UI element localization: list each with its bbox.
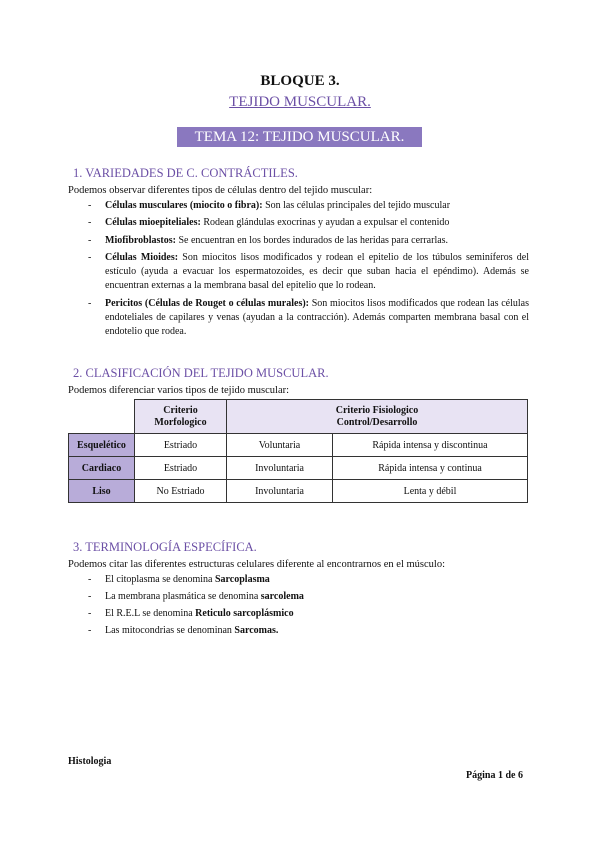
footer-subject: Histologia (68, 756, 112, 767)
dash-bullet-icon: - (88, 574, 92, 585)
list-item: - Células musculares (miocito o fibra): Son las células principales del tejido muscular (88, 200, 451, 211)
list-item: - La membrana plasmática se denomina sarcolema (88, 591, 304, 602)
dash-bullet-icon: - (88, 200, 92, 211)
row-label: Liso (69, 480, 135, 503)
table-header-row (69, 400, 528, 434)
bloque-title: BLOQUE 3. (260, 73, 340, 89)
cell-control: Voluntaria (227, 434, 333, 457)
cell-control: Involuntaria (227, 457, 333, 480)
section2-intro: Podemos diferenciar varios tipos de tejido muscular: (68, 385, 290, 396)
cell-morfologico: Estriado (135, 457, 227, 480)
section3-title: 3. TERMINOLOGÍA ESPECÍFICA. (73, 540, 257, 554)
row-label: Esquelético (69, 434, 135, 457)
classification-table (68, 399, 528, 503)
row-label: Cardiaco (69, 457, 135, 480)
table-row (69, 480, 528, 503)
section3-list (68, 573, 529, 638)
list-item: - Pericitos (Células de Rouget o células murales): Son miocitos lisos modificados que rodean las células endoteliales de capilares y venas (ayudan a la contracción). Además comparten membrana basal con el endotelio que rodea. (88, 298, 529, 337)
section1-list (68, 199, 529, 339)
cell-control: Involuntaria (227, 480, 333, 503)
list-item: - Células Mioides: Son miocitos lisos modificados y rodean el epitelio de los túbulos seminíferos del estículo (ayuda a evacuar los espermatozoides, es decir que suban hacia el epéndimo). Además se encuentran externas a la membrana basal del epitelio que lo rodean. (88, 252, 530, 291)
cell-desarrollo: Rápida intensa y discontinua (333, 434, 528, 457)
page-number: Página 1 de 6 (466, 770, 523, 781)
section3-intro: Podemos citar las diferentes estructuras celulares diferente al encontrarnos en el músculo: (68, 559, 445, 570)
morfologico-header: Criterio Morfologico (135, 400, 227, 434)
table-corner-cell (69, 400, 135, 434)
table-row (69, 434, 528, 457)
list-item: - Las mitocondrias se denominan Sarcomas. (88, 625, 279, 636)
list-item: - Células mioepiteliales: Rodean glándulas exocrinas y ayudan a expulsar el contenido (88, 217, 450, 228)
list-item: - Miofibroblastos: Se encuentran en los bordes indurados de las heridas para cerrarlas. (88, 235, 449, 246)
section1-intro: Podemos observar diferentes tipos de células dentro del tejido muscular: (68, 185, 373, 196)
cell-morfologico: Estriado (135, 434, 227, 457)
subtitle: TEJIDO MUSCULAR. (229, 94, 371, 110)
table-row (69, 457, 528, 480)
fisiologico-header: Criterio Fisiologico Control/Desarrollo (227, 400, 528, 434)
cell-desarrollo: Rápida intensa y continua (333, 457, 528, 480)
dash-bullet-icon: - (88, 298, 92, 309)
cell-morfologico: No Estriado (135, 480, 227, 503)
dash-bullet-icon: - (88, 591, 92, 602)
dash-bullet-icon: - (88, 235, 92, 246)
dash-bullet-icon: - (88, 217, 92, 228)
dash-bullet-icon: - (88, 608, 92, 619)
dash-bullet-icon: - (88, 252, 92, 263)
section1-title: 1. VARIEDADES DE C. CONTRÁCTILES. (73, 166, 298, 180)
tema-banner: TEMA 12: TEJIDO MUSCULAR. (177, 127, 422, 147)
dash-bullet-icon: - (88, 625, 92, 636)
list-item: - El citoplasma se denomina Sarcoplasma (88, 574, 270, 585)
section2-title: 2. CLASIFICACIÓN DEL TEJIDO MUSCULAR. (73, 366, 329, 380)
cell-desarrollo: Lenta y débil (333, 480, 528, 503)
list-item: - El R.E.L se denomina Reticulo sarcoplásmico (88, 608, 294, 619)
